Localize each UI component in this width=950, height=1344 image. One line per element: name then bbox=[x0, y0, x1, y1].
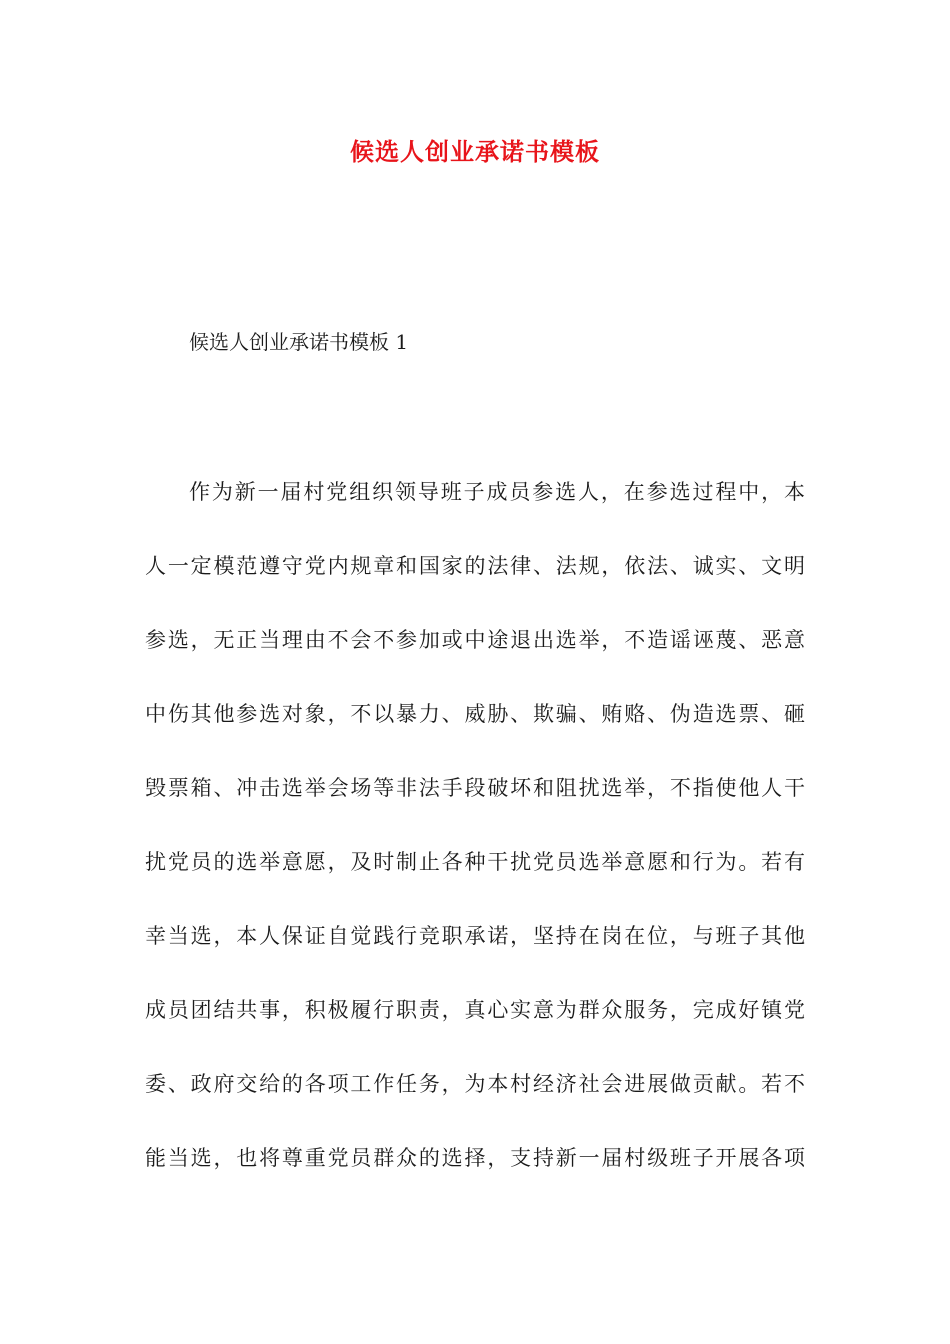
paragraph-line: 幸当选，本人保证自觉践行竞职承诺，坚持在岗在位，与班子其他 bbox=[145, 924, 805, 948]
paragraph-line: 能当选，也将尊重党员群众的选择，支持新一届村级班子开展各项 bbox=[145, 1146, 805, 1170]
paragraph-line: 委、政府交给的各项工作任务，为本村经济社会进展做贡献。若不 bbox=[145, 1072, 805, 1096]
paragraph-line: 人一定模范遵守党内规章和国家的法律、法规，依法、诚实、文明 bbox=[145, 554, 805, 578]
paragraph-line: 成员团结共事，积极履行职责，真心实意为群众服务，完成好镇党 bbox=[145, 998, 805, 1022]
body-paragraph bbox=[145, 470, 805, 1210]
paragraph-line: 中伤其他参选对象，不以暴力、威胁、欺骗、贿赂、伪造选票、砸 bbox=[145, 702, 805, 726]
paragraph-line: 参选，无正当理由不会不参加或中途退出选举，不造谣诬蔑、恶意 bbox=[145, 628, 805, 652]
paragraph-line: 作为新一届村党组织领导班子成员参选人，在参选过程中，本 bbox=[189, 480, 805, 504]
paragraph-line: 扰党员的选举意愿，及时制止各种干扰党员选举意愿和行为。若有 bbox=[145, 850, 805, 874]
section-heading: 候选人创业承诺书模板 1 bbox=[189, 330, 409, 354]
paragraph-line: 毁票箱、冲击选举会场等非法手段破坏和阻扰选举，不指使他人干 bbox=[145, 776, 805, 800]
document-title: 候选人创业承诺书模板 bbox=[350, 137, 600, 166]
